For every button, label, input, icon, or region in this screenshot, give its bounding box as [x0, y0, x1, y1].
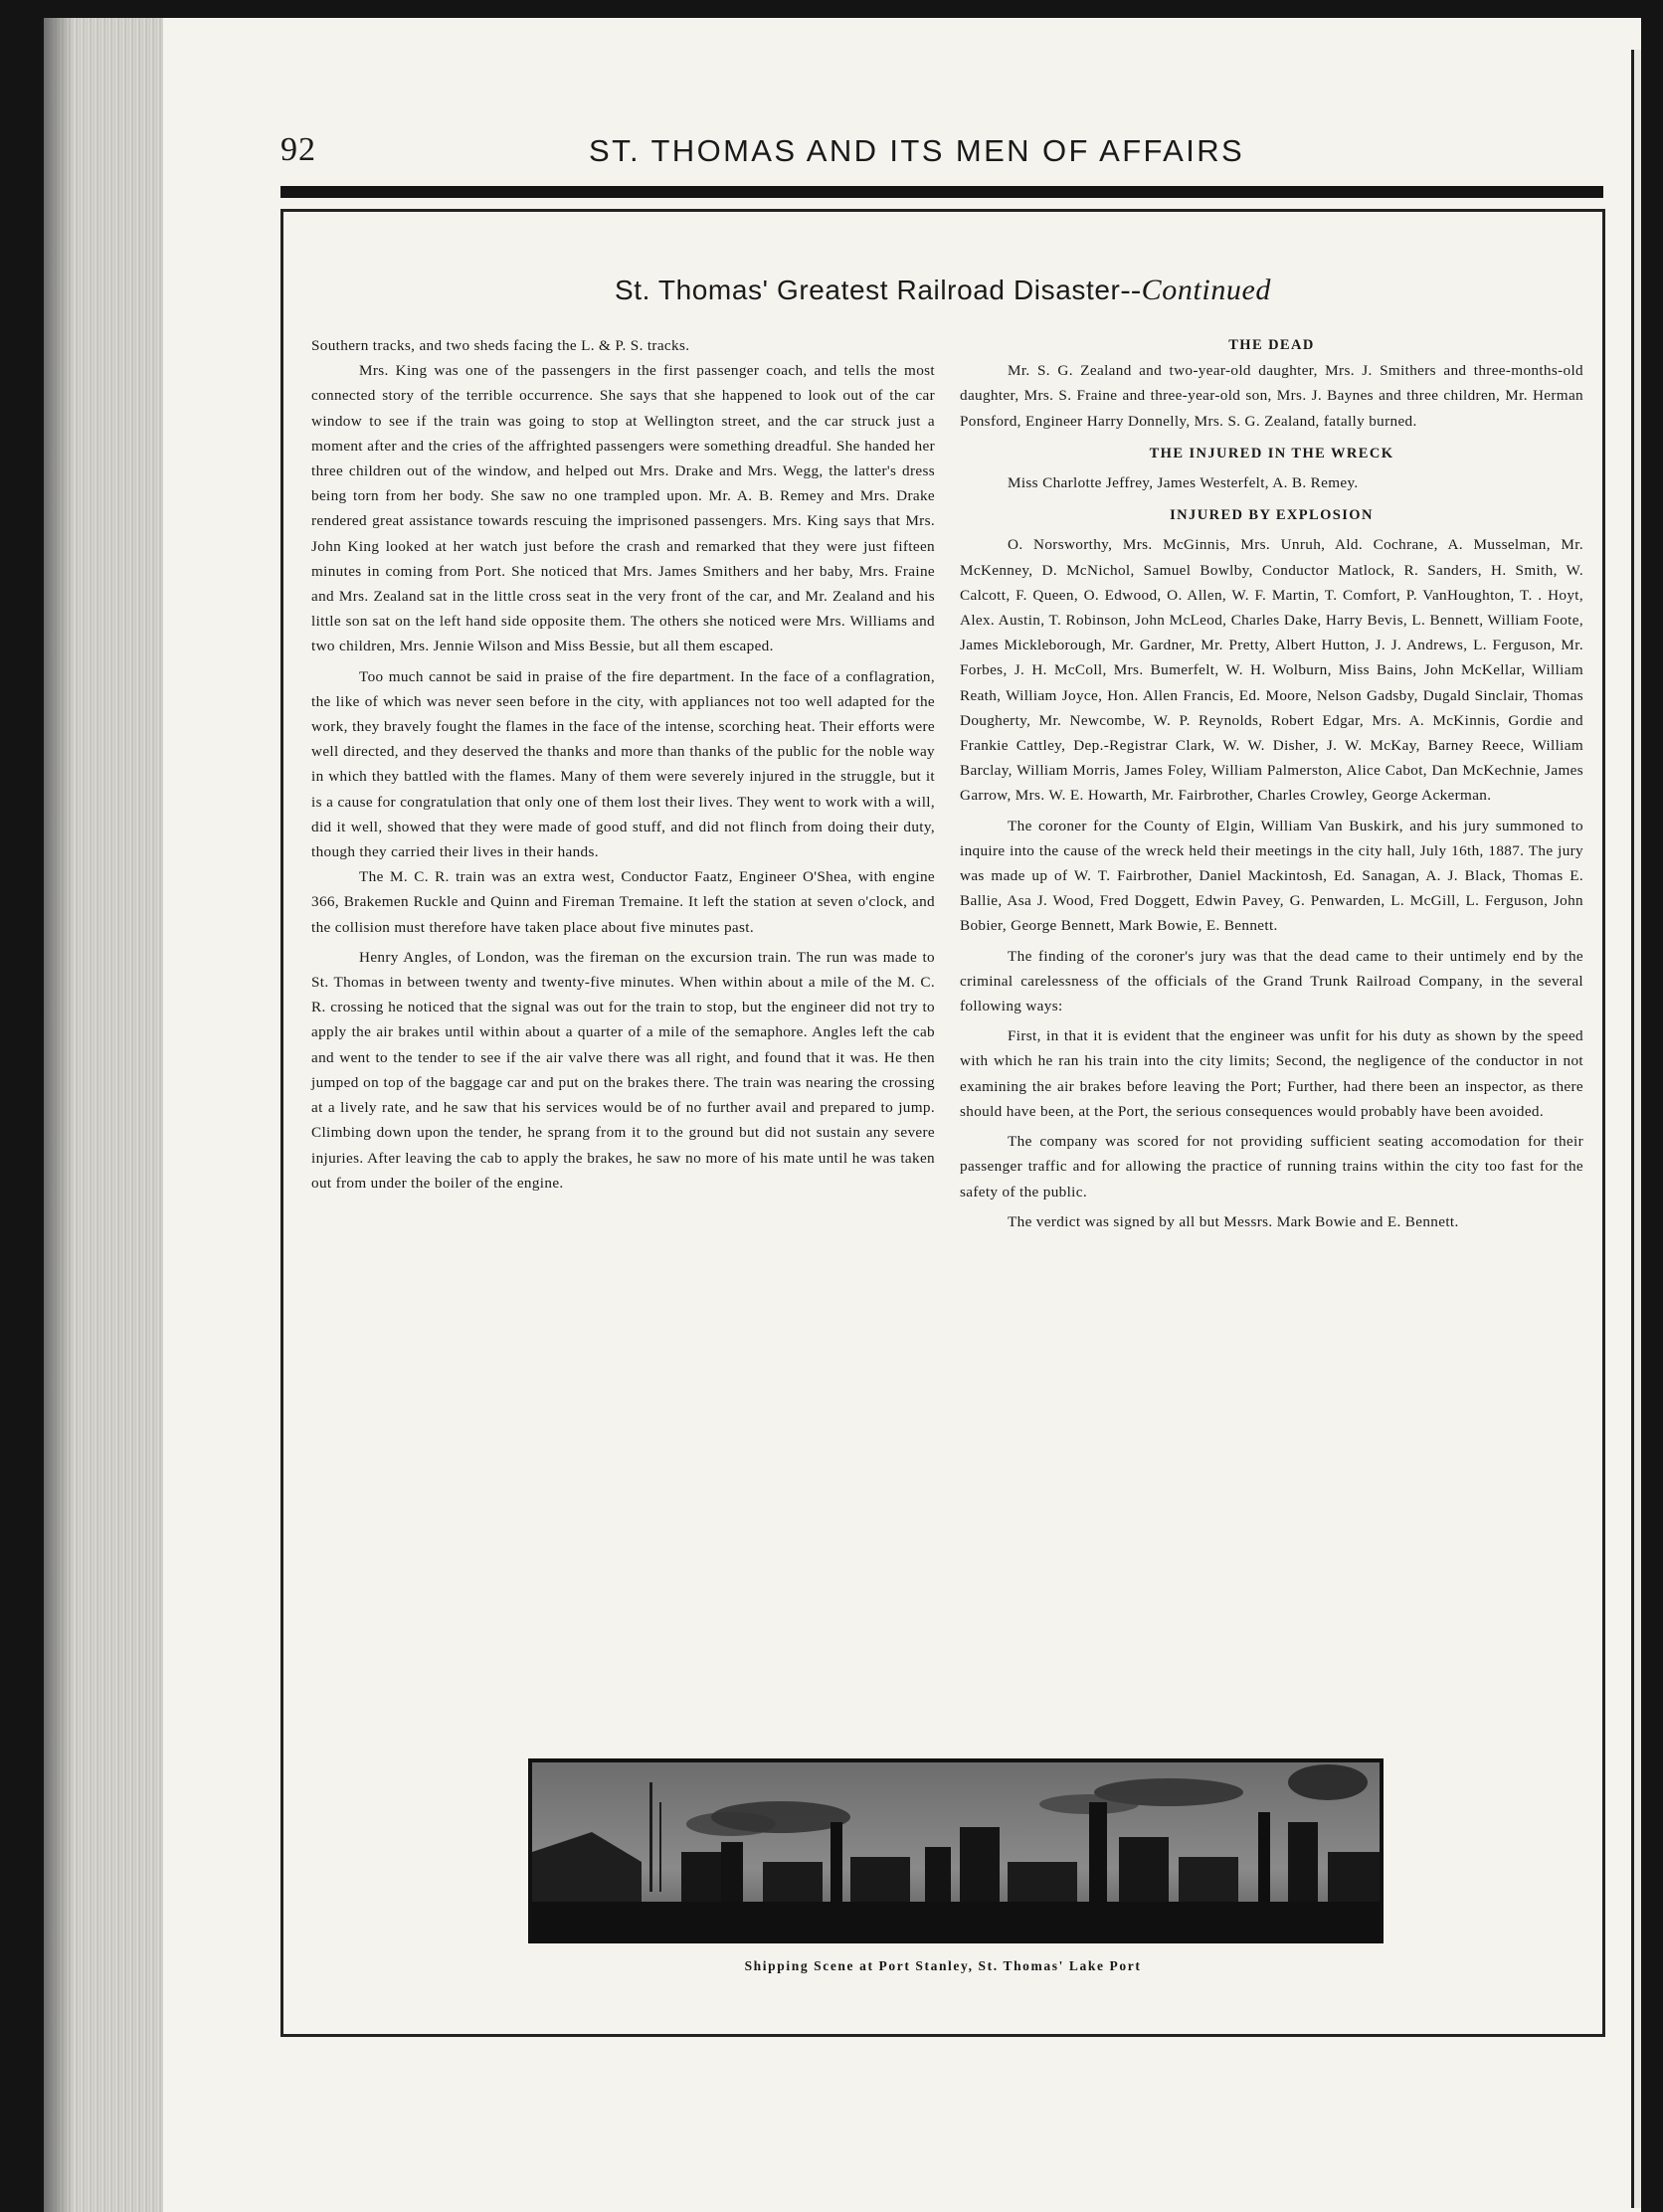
page-edge-stack [44, 18, 163, 2212]
photo-caption: Shipping Scene at Port Stanley, St. Thomas' Lake Port [744, 1958, 1142, 1973]
paragraph: The company was scored for not providing sufficient seating accomodation for their passenger traffic and for allowing the practice of running trains within the city too fast for the safety of the public. [960, 1133, 1583, 1200]
article-frame [280, 209, 1605, 2037]
running-title: ST. THOMAS AND ITS MEN OF AFFAIRS [589, 133, 1245, 168]
paragraph: The coroner for the County of Elgin, William Van Buskirk, and his jury summoned to inquire into the cause of the wreck held their meetings in the city hall, July 16th, 1887. The jury was made up of W. T. Fairbrother, Daniel Mackintosh, Ed. Sanagan, A. J. Black, Thomas E. Ballie, Asa J. Wood, Fred Doggett, Edwin Pavey, G. Penwarden, L. McGill, L. Ferguson, John Bobier, George Bennett, Mark Bowie, E. Bennett. [960, 817, 1583, 935]
paragraph: Too much cannot be said in praise of the fire department. In the face of a conflagration, the like of which was never seen before in the city, with appliances not too well adapted for the work, they bravely fought the flames in the face of the intense, scorching heat. Their efforts were well directed, and they deserved the thanks and more than thanks of the public for the noble way in which they battled with the flames. Many of them were severely injured in the struggle, but it is a cause for congratulation that only one of them lost their lives. They went to work with a will, did it well, showed that they were made of good stuff, and did not flinch from doing their duty, though they carried their lives in their hands. [311, 667, 935, 861]
page-number: 92 [280, 131, 316, 168]
paragraph: The finding of the coroner's jury was that the dead came to their untimely end by the criminal carelessness of the officials of the Grand Trunk Railroad Company, in the several following ways: [960, 947, 1583, 1015]
harbour-photo-image [532, 1762, 1380, 1939]
section-heading-injured-wreck: THE INJURED IN THE WRECK [1149, 445, 1394, 461]
paragraph-injured-wreck-list: Miss Charlotte Jeffrey, James Westerfelt, A. B. Remey. [1008, 474, 1359, 492]
article-title-continued: --Continued [1120, 274, 1272, 306]
paragraph: The M. C. R. train was an extra west, Conductor Faatz, Engineer O'Shea, with engine 366, Brakemen Ruckle and Quinn and Fireman Tremaine. It left the station at seven o'clock, and the collision must therefore have taken place about five minutes past. [311, 868, 935, 936]
paragraph: The verdict was signed by all but Messrs. Mark Bowie and E. Bennett. [1008, 1212, 1459, 1230]
section-heading-dead: THE DEAD [1228, 337, 1315, 353]
paragraph-injured-explosion-list: O. Norsworthy, Mrs. McGinnis, Mrs. Unruh, Ald. Cochrane, A. Musselman, Mr. McKenney, D. McNichol, Samuel Bowlby, Conductor Matlock, R. Sanders, H. Smith, W. Calcott, F. Queen, O. Edwood, O. Allen, W. F. Martin, T. Comfort, P. VanHoughton, T. . Hoyt, Alex. Austin, T. Robinson, John McLeod, Charles Dake, Harry Bevis, L. Bennett, William Foote, James Mickleborough, Mr. Gardner, Mr. Pretty, Albert Hutton, J. J. Andrews, L. Ferguson, Mr. Forbes, J. H. McColl, Mrs. Bumerfelt, W. H. Wolburn, Miss Bains, John McKellar, William Reath, William Joyce, Hon. Allen Francis, Ed. Moore, Nelson Gadsby, Dugald Sinclair, Thomas Dougherty, Mr. Newcombe, W. P. Reynolds, Robert Edgar, Mrs. A. McKinnis, Gordie and Frankie Cattley, Dep.-Registrar Clark, W. W. Disher, J. W. McKay, Barney Reece, William Barclay, William Morris, James Foley, William Palmerston, Alice Cabot, Dan McKechnie, James Garrow, Mrs. W. E. Howarth, Mr. Fairbrother, Charles Crowley, George Ackerman. [960, 536, 1583, 805]
paragraph: Mrs. King was one of the passengers in the first passenger coach, and tells the most connected story of the terrible occurrence. She says that she happened to look out of the car window to see if the train was going to stop at Wellington street, and the car struck just a moment after and the cries of the affrighted passengers were something dreadful. She handed her three children out of the window, and helped out Mrs. Drake and Mrs. Wegg, the latter's dress being torn from her body. She saw no one trampled upon. Mr. A. B. Remey and Mrs. Drake rendered great assistance towards rescuing the imprisoned passengers. Mrs. King says that Mrs. John King looked at her watch just before the crash and remarked that they were just fifteen minutes in coming from Port. She noticed that Mrs. James Smithers and her baby, Mrs. Fraine and Mrs. Zealand sat in the little cross seat in the very front of the car, and Mr. Zealand and his little son sat on the left hand side opposite them. The others she noticed were Mrs. Williams and two children, Mrs. Jennie Wilson and Miss Bessie, but all them escaped. [311, 362, 935, 655]
scan-background [1641, 0, 1663, 2212]
paragraph: First, in that it is evident that the engineer was unfit for his duty as shown by the speed with which he ran his train into the city limits; Second, the negligence of the conductor in not examining the air brakes before leaving the Port; Further, had there been an inspector, as there should have been, at the Port, the serious consequences would probably have been avoided. [960, 1027, 1583, 1120]
section-heading-injured-explosion: INJURED BY EXPLOSION [1170, 507, 1374, 524]
header-rule [280, 186, 1603, 198]
article-title-text: St. Thomas' Greatest Railroad Disaster [614, 275, 1121, 305]
left-column [311, 333, 935, 1196]
right-column [960, 333, 1583, 1234]
harbour-photo [528, 1758, 1384, 1943]
running-header [280, 131, 1603, 181]
paragraph-dead-list: Mr. S. G. Zealand and two-year-old daughter, Mrs. J. Smithers and three-months-old daughter, Mrs. S. Fraine and three-year-old son, Mrs. J. Baynes and three children, Mr. Herman Ponsford, Engineer Harry Donnelly, Mrs. S. G. Zealand, fatally burned. [960, 362, 1583, 430]
article-title [283, 274, 1602, 307]
paragraph: Southern tracks, and two sheds facing the L. & P. S. tracks. [311, 337, 690, 354]
paragraph: Henry Angles, of London, was the fireman on the excursion train. The run was made to St. Thomas in between twenty and twenty-five minutes. When within about a mile of the M. C. R. crossing he noticed that the signal was out for the train to stop, but the engineer did not try to apply the air brakes until within about a quarter of a mile of the semaphore. Angles left the cab and went to the tender to see if the air valve there was all right, and found that it was. He then jumped on top of the baggage car and put on the brakes there. The train was nearing the crossing at a lively rate, and he saw that his services would be of no further avail and prepared to jump. Climbing down upon the tender, he sprang from it to the ground but did not sustain any severe injuries. After leaving the cab to apply the brakes, he saw no more of his mate until he was taken out from under the boiler of the engine. [311, 948, 935, 1192]
